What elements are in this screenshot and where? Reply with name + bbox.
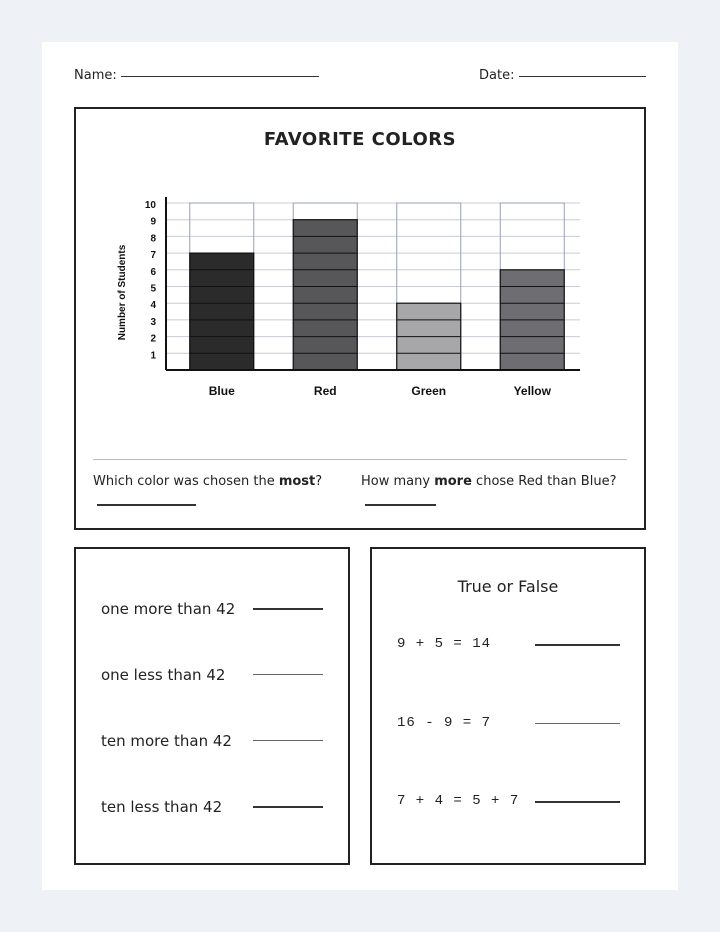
compare-label-2: one less than 42 <box>101 666 226 684</box>
y-tick-label: 7 <box>150 250 156 262</box>
question-more <box>361 474 616 489</box>
tf-answer-line-1[interactable] <box>535 644 620 646</box>
true-false-title: True or False <box>457 577 559 596</box>
compare-label-4: ten less than 42 <box>101 798 223 816</box>
name-field[interactable] <box>121 76 319 77</box>
y-tick-label: 3 <box>150 316 156 328</box>
tf-equation-3: 7 + 4 = 5 + 7 <box>397 793 520 809</box>
y-tick-label: 2 <box>150 333 156 345</box>
tf-equation-2: 16 - 9 = 7 <box>397 715 492 731</box>
question-most-bold: most <box>278 474 316 489</box>
y-axis-title: Number of Students <box>117 244 128 341</box>
chart-box <box>74 107 646 530</box>
chart-divider <box>93 459 627 460</box>
question-most-prefix: Which color was chosen the <box>93 474 279 489</box>
date-label: Date: <box>479 68 515 83</box>
y-tick-label: 10 <box>144 200 156 211</box>
answer-line-most[interactable] <box>97 504 196 506</box>
compare-box <box>74 547 350 865</box>
y-tick-label: 1 <box>150 350 156 362</box>
y-tick-label: 4 <box>150 300 156 312</box>
question-more-prefix: How many <box>361 474 435 489</box>
tf-answer-line-2[interactable] <box>535 723 620 724</box>
chart-title: FAVORITE COLORS <box>263 129 457 150</box>
worksheet <box>42 42 678 890</box>
x-category-label: Blue <box>208 384 235 398</box>
bar-red <box>293 220 357 370</box>
tf-equation-1: 9 + 5 = 14 <box>397 636 492 652</box>
x-category-label: Green <box>411 384 447 398</box>
question-more-bold: more <box>434 474 472 489</box>
compare-label-1: one more than 42 <box>101 600 236 618</box>
bar-blue <box>190 253 254 370</box>
compare-answer-line-2[interactable] <box>253 674 323 675</box>
bar-chart <box>76 109 644 439</box>
chart-bars <box>190 220 565 370</box>
answer-line-more[interactable] <box>365 504 436 506</box>
question-most-suffix: ? <box>315 474 323 489</box>
question-most <box>93 474 322 489</box>
y-tick-label: 5 <box>150 283 156 295</box>
question-more-suffix: chose Red than Blue? <box>471 474 617 489</box>
y-tick-label: 8 <box>150 233 156 245</box>
compare-answer-line-3[interactable] <box>253 740 323 741</box>
y-tick-label: 6 <box>150 266 156 278</box>
compare-label-3: ten more than 42 <box>101 732 232 750</box>
x-category-label: Yellow <box>513 384 551 398</box>
true-false-box <box>370 547 646 865</box>
compare-answer-line-1[interactable] <box>253 608 323 610</box>
compare-answer-line-4[interactable] <box>253 806 323 808</box>
y-tick-label: 9 <box>150 216 156 228</box>
x-category-label: Red <box>313 384 337 398</box>
date-field[interactable] <box>519 76 646 77</box>
name-label: Name: <box>74 68 117 83</box>
tf-answer-line-3[interactable] <box>535 801 620 803</box>
